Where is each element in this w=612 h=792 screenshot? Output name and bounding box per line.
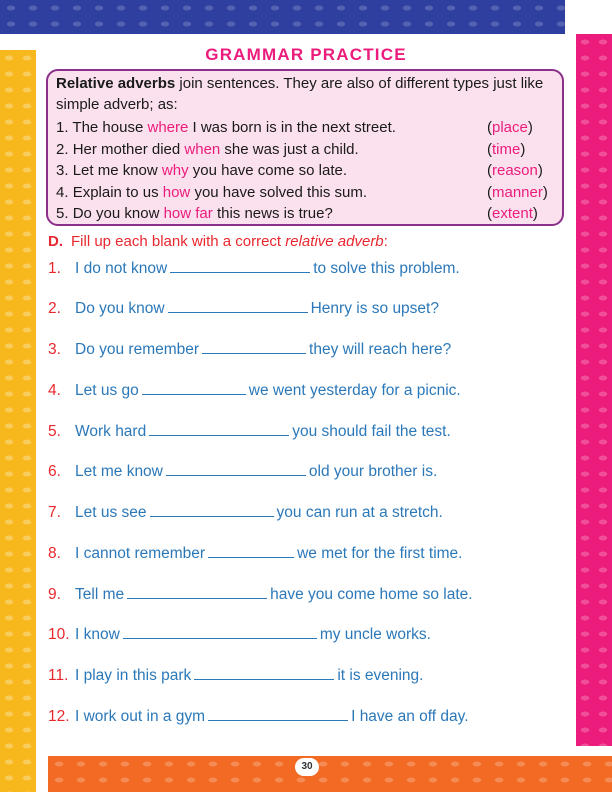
question-row bbox=[48, 584, 473, 604]
example-after: you have come so late. bbox=[188, 162, 348, 180]
example-after: I was born is in the next street. bbox=[188, 119, 396, 136]
answer-blank[interactable] bbox=[202, 339, 306, 354]
question-text-before: Do you remember bbox=[75, 341, 200, 358]
example-row bbox=[56, 117, 554, 139]
question-text-before: Tell me bbox=[75, 586, 125, 603]
question-text-after: I have an off day. bbox=[351, 708, 469, 725]
question-text-before: I know bbox=[75, 626, 120, 643]
question-text-after: have you come home so late. bbox=[270, 586, 473, 603]
example-adverb: when bbox=[184, 140, 221, 158]
question-text-before: Let me know bbox=[75, 463, 163, 480]
example-type: (reason) bbox=[487, 162, 543, 180]
example-type: (place) bbox=[487, 119, 533, 136]
question-text-before: Let us go bbox=[75, 382, 139, 399]
example-row bbox=[56, 203, 554, 225]
question-text-before: I play in this park bbox=[75, 667, 192, 684]
answer-blank[interactable] bbox=[142, 380, 246, 395]
example-after: this news is true? bbox=[212, 205, 333, 223]
question-text-before: I do not know bbox=[75, 260, 168, 277]
example-number: 3. bbox=[56, 162, 69, 180]
example-type-word: time bbox=[492, 140, 521, 158]
intro-bold: Relative adverbs bbox=[56, 75, 176, 92]
question-text-before: Work hard bbox=[75, 423, 147, 440]
example-adverb: why bbox=[161, 162, 189, 180]
question-text-before: Do you know bbox=[75, 300, 165, 317]
question-text-after: my uncle works. bbox=[319, 626, 431, 643]
left-decorative-band bbox=[0, 50, 36, 792]
example-number: 5. bbox=[56, 205, 69, 223]
question-text-after: you can run at a stretch. bbox=[276, 504, 443, 521]
question-row bbox=[48, 461, 437, 481]
question-text-after: to solve this problem. bbox=[313, 260, 460, 277]
example-row bbox=[56, 160, 554, 182]
question-text-before: I work out in a gym bbox=[75, 708, 206, 725]
question-row bbox=[48, 543, 462, 563]
question-row bbox=[48, 258, 460, 278]
example-adverb: how bbox=[162, 183, 191, 201]
instruction-colon: : bbox=[383, 233, 388, 250]
example-type-word: place bbox=[492, 119, 528, 136]
instruction-italic: relative adverb bbox=[285, 233, 384, 250]
question-number: 9. bbox=[48, 586, 61, 603]
question-number: 12. bbox=[48, 708, 70, 725]
example-before: Her mother died bbox=[72, 140, 185, 158]
question-text-after: Henry is so upset? bbox=[310, 300, 439, 317]
example-type: (manner) bbox=[487, 183, 548, 201]
example-row bbox=[56, 139, 554, 161]
answer-blank[interactable] bbox=[166, 461, 306, 476]
question-text-before: I cannot remember bbox=[75, 545, 206, 562]
intro-text bbox=[56, 73, 554, 115]
question-number: 11. bbox=[48, 667, 69, 684]
answer-blank[interactable] bbox=[208, 706, 348, 721]
question-row bbox=[48, 421, 451, 441]
example-adverb: where bbox=[147, 119, 189, 136]
page-title: GRAMMAR PRACTICE bbox=[205, 45, 407, 64]
question-row bbox=[48, 380, 461, 400]
relative-adverbs-info-box bbox=[46, 69, 564, 226]
question-row bbox=[48, 298, 439, 318]
question-row bbox=[48, 339, 451, 359]
example-before: Let me know bbox=[72, 162, 162, 180]
example-type-word: extent bbox=[492, 205, 533, 223]
question-text-after: we met for the first time. bbox=[297, 545, 463, 562]
page-number: 30 bbox=[295, 758, 319, 776]
example-number: 1. bbox=[56, 119, 69, 136]
question-number: 4. bbox=[48, 382, 61, 399]
answer-blank[interactable] bbox=[208, 543, 294, 558]
example-adverb: how far bbox=[163, 205, 213, 223]
answer-blank[interactable] bbox=[127, 584, 267, 599]
answer-blank[interactable] bbox=[194, 665, 334, 680]
example-row bbox=[56, 182, 554, 204]
question-number: 10. bbox=[48, 626, 70, 643]
exercise-instruction bbox=[48, 233, 388, 250]
example-number: 4. bbox=[56, 183, 69, 201]
example-before: Explain to us bbox=[72, 183, 163, 201]
example-before: The house bbox=[72, 119, 148, 136]
example-before: Do you know bbox=[72, 205, 164, 223]
example-type: (time) bbox=[487, 140, 526, 158]
answer-blank[interactable] bbox=[149, 421, 289, 436]
question-row bbox=[48, 706, 469, 726]
answer-blank[interactable] bbox=[123, 624, 317, 639]
top-decorative-band bbox=[0, 0, 565, 34]
bottom-decorative-band bbox=[48, 756, 612, 792]
question-text-after: it is evening. bbox=[337, 667, 424, 684]
question-number: 3. bbox=[48, 341, 61, 358]
example-after: you have solved this sum. bbox=[190, 183, 368, 201]
answer-blank[interactable] bbox=[170, 258, 310, 273]
question-text-after: they will reach here? bbox=[309, 341, 452, 358]
question-row bbox=[48, 502, 443, 522]
question-row bbox=[48, 624, 431, 644]
right-decorative-band bbox=[576, 34, 612, 746]
question-row bbox=[48, 665, 423, 685]
question-text-after: you should fail the test. bbox=[292, 423, 451, 440]
example-type-word: manner bbox=[492, 183, 543, 201]
example-type-word: reason bbox=[492, 162, 538, 180]
question-number: 6. bbox=[48, 463, 61, 480]
question-number: 8. bbox=[48, 545, 61, 562]
example-type: (extent) bbox=[487, 205, 538, 223]
answer-blank[interactable] bbox=[168, 298, 308, 313]
answer-blank[interactable] bbox=[150, 502, 274, 517]
question-text-after: we went yesterday for a picnic. bbox=[248, 382, 461, 399]
example-after: she was just a child. bbox=[220, 140, 359, 158]
question-number: 7. bbox=[48, 504, 61, 521]
example-number: 2. bbox=[56, 140, 69, 158]
question-number: 1. bbox=[48, 260, 61, 277]
question-number: 2. bbox=[48, 300, 61, 317]
question-number: 5. bbox=[48, 423, 61, 440]
exercise-label: D. bbox=[48, 233, 63, 250]
instruction-text: Fill up each blank with a correct bbox=[71, 233, 286, 250]
question-text-before: Let us see bbox=[75, 504, 147, 521]
intro-rest: join sentences. They are also of different types just like simple adverb; as: bbox=[56, 75, 544, 113]
question-text-after: old your brother is. bbox=[308, 463, 438, 480]
